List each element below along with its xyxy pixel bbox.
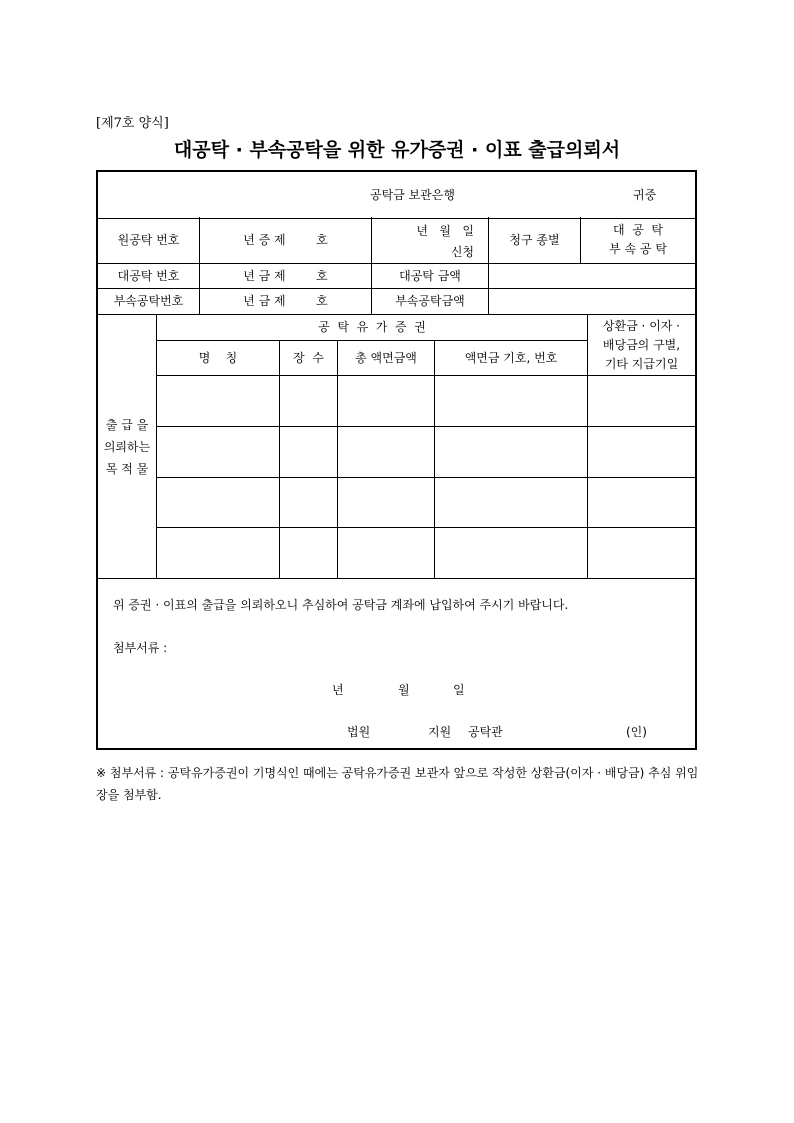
securities-cell[interactable] <box>338 376 435 427</box>
securities-cell[interactable] <box>157 528 280 579</box>
footnote: ※ 첨부서류 : 공탁유가증권이 기명식인 때에는 공탁유가증권 보관자 앞으로 작성한 상환금(이자 · 배당금) 추심 위임장을 첨부함. <box>96 766 699 802</box>
sub-deposit-amount-field[interactable] <box>489 289 695 315</box>
securities-group-header: 공 탁 유 가 증 권 <box>157 315 588 341</box>
securities-cell[interactable] <box>588 427 695 478</box>
column-header-total-face-value: 총 액면금액 <box>338 341 435 376</box>
sub-deposit-amount-label: 부속공탁금액 <box>372 289 489 315</box>
main-deposit-amount-field[interactable] <box>489 264 695 289</box>
securities-cell[interactable] <box>435 528 588 579</box>
form-number-label: [제7호 양식] <box>96 116 169 131</box>
branch-label: 지원 <box>428 725 452 739</box>
main-deposit-label: 대공탁 번호 <box>98 264 200 289</box>
officer-label: 공탁관 <box>468 725 503 739</box>
header-line: 기타 지급기일 <box>604 356 679 371</box>
side-label-line: 목 적 물 <box>105 461 149 476</box>
bank-row <box>98 172 695 219</box>
recipient-label: 귀중 <box>633 188 657 202</box>
day-label: 일 <box>453 683 465 697</box>
main-deposit-amount-label: 대공탁 금액 <box>372 264 489 289</box>
column-header-name: 명 칭 <box>157 341 280 376</box>
claim-type-options[interactable] <box>581 217 695 264</box>
securities-cell[interactable] <box>338 528 435 579</box>
claim-type-label: 청구 종별 <box>489 217 581 264</box>
sub-deposit-number-field[interactable]: 년 금 제 호 <box>200 289 372 315</box>
securities-cell[interactable] <box>338 427 435 478</box>
header-line: 상환금 · 이자 · <box>602 318 681 333</box>
claim-option-main[interactable]: 대 공 탁 <box>612 223 664 237</box>
date-label: 년 월 일 <box>416 224 474 238</box>
securities-cell[interactable] <box>157 478 280 528</box>
payment-date-header <box>588 315 695 376</box>
securities-cell[interactable] <box>280 478 338 528</box>
securities-cell[interactable] <box>588 528 695 579</box>
securities-cell[interactable] <box>588 478 695 528</box>
securities-cell[interactable] <box>280 528 338 579</box>
year-label: 년 <box>332 683 344 697</box>
side-label-line: 의뢰하는 <box>103 439 151 454</box>
column-header-count: 장 수 <box>280 341 338 376</box>
securities-cell[interactable] <box>435 478 588 528</box>
main-deposit-number-field[interactable]: 년 금 제 호 <box>200 264 372 289</box>
securities-side-label <box>98 315 157 579</box>
column-header-face-value-code: 액면금 기호, 번호 <box>435 341 588 376</box>
application-date-field[interactable] <box>372 217 489 264</box>
securities-cell[interactable] <box>338 478 435 528</box>
apply-label: 신청 <box>450 245 474 259</box>
securities-cell[interactable] <box>280 427 338 478</box>
side-label-line: 출 급 을 <box>105 417 149 432</box>
court-label: 법원 <box>347 725 371 739</box>
seal-label: (인) <box>626 725 647 739</box>
securities-cell[interactable] <box>157 376 280 427</box>
bank-label: 공탁금 보관은행 <box>370 188 455 202</box>
request-text: 위 증권 · 이표의 출급을 의뢰하오니 추심하여 공탁금 계좌에 납입하여 주시기 바랍니다. <box>113 598 569 612</box>
page-title: 대공탁 · 부속공탁을 위한 유가증권 · 이표 출급의뢰서 <box>173 139 621 161</box>
securities-cell[interactable] <box>280 376 338 427</box>
securities-cell[interactable] <box>435 376 588 427</box>
request-form <box>96 170 697 750</box>
securities-cell[interactable] <box>157 427 280 478</box>
original-deposit-label: 원공탁 번호 <box>98 217 200 264</box>
month-label: 월 <box>398 683 410 697</box>
sub-deposit-label: 부속공탁번호 <box>98 289 200 315</box>
claim-option-sub[interactable]: 부 속 공 탁 <box>609 242 667 256</box>
securities-cell[interactable] <box>435 427 588 478</box>
header-line: 배당금의 구별, <box>602 337 681 352</box>
original-deposit-number-field[interactable]: 년 증 제 호 <box>200 217 372 264</box>
securities-cell[interactable] <box>588 376 695 427</box>
attachments-label: 첨부서류 : <box>113 641 168 655</box>
